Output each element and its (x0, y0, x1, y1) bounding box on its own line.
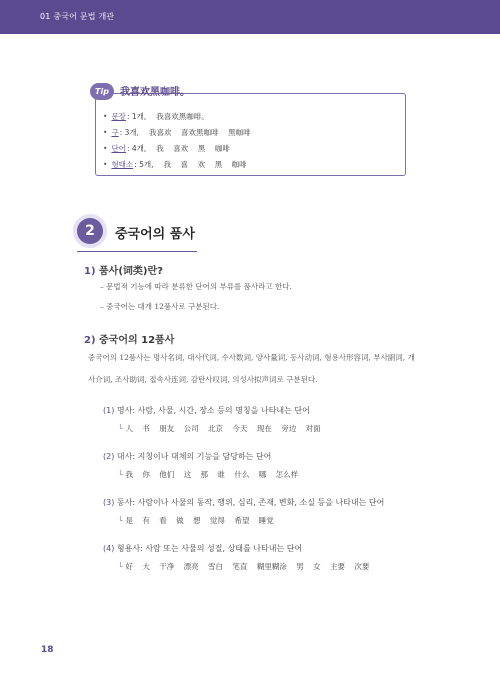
corner-arrow-icon: └ (118, 516, 123, 525)
pos-item-adjective-head: (4) 형용사: 사람 또는 사물의 성질, 상태를 나타내는 단어 (103, 544, 303, 553)
section-underline (77, 251, 197, 252)
subsection-2-paragraph: 중국어의 12품사는 명사名词, 대사代词, 수사数词, 양사量词, 동사动词, 형용사形容词, 부사副词, 개사介词, 조사助词, 접속사连词, 감탄사叹词, 의성사拟声词로 구분된다. (88, 353, 415, 384)
section-title: 중국어의 품사 (115, 227, 195, 242)
subsection-1-line-1: – 문법적 기능에 따라 분류한 단어의 부류를 품사라고 한다. (100, 282, 292, 291)
pos-item-pronoun-head: (2) 대사: 지칭이나 대체의 기능을 담당하는 단어 (103, 452, 272, 461)
corner-arrow-icon: └ (118, 424, 123, 433)
tip-item-morpheme: • 형태소: 5개, 我 喜 欢 黑 咖啡 (103, 160, 247, 169)
corner-arrow-icon: └ (118, 470, 123, 479)
chapter-header-title: 01 중국어 문법 개관 (40, 12, 115, 21)
pos-item-noun-head: (1) 명사: 사람, 사물, 시간, 장소 등의 명칭을 나타내는 단어 (103, 406, 310, 415)
section-number-badge: 2 (77, 218, 103, 244)
corner-arrow-icon: └ (118, 562, 123, 571)
subsection-1-line-2: – 중국어는 대개 12품사로 구분된다. (100, 302, 220, 311)
page-number: 18 (41, 645, 54, 655)
chapter-header-bar (0, 0, 500, 34)
subsection-1-title: 1) 품사(词类)란? (84, 266, 163, 277)
tip-item-sentence: • 문장: 1개, 我喜欢黑咖啡。 (103, 112, 209, 121)
pos-item-verb-examples: └ 是 有 看 做 想 觉得 希望 睡觉 (118, 516, 274, 525)
pos-item-pronoun-examples: └ 我 你 他们 这 那 谁 什么 哪 怎么样 (118, 470, 299, 479)
tip-title: 我喜欢黑咖啡。 (120, 87, 190, 98)
subsection-2-title: 2) 중국어의 12품사 (84, 335, 175, 346)
tip-item-phrase: • 구: 3개, 我喜欢 喜欢黑咖啡 黑咖啡 (103, 128, 251, 137)
tip-badge: Tip (90, 83, 114, 100)
pos-item-adjective-examples: └ 好 大 干净 漂亮 雪白 笔直 糊里糊涂 男 女 主要 次要 (118, 562, 370, 571)
pos-item-verb-head: (3) 동사: 사람이나 사물의 동작, 행위, 심리, 존재, 변화, 소실 등을 나타내는 단어 (103, 498, 385, 507)
pos-item-noun-examples: └ 人 书 朋友 公司 北京 今天 现在 旁边 对面 (118, 424, 321, 433)
tip-item-word: • 단어: 4개, 我 喜欢 黑 咖啡 (103, 144, 230, 153)
